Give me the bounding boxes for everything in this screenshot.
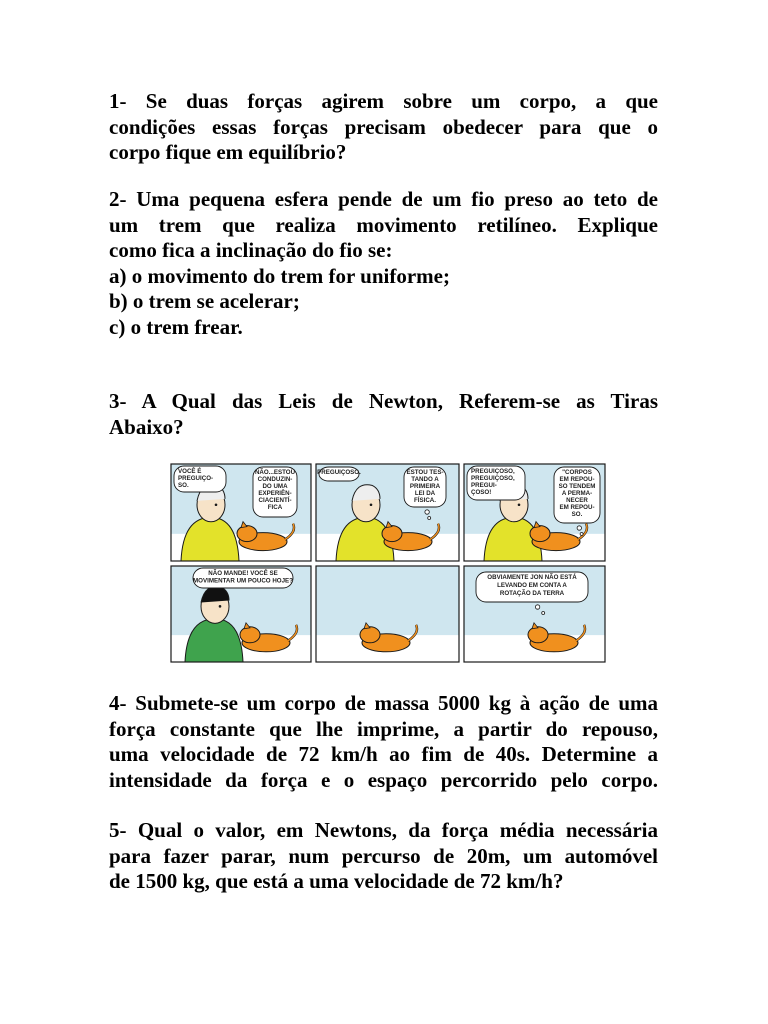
garfield-head [382, 526, 402, 542]
comic-panel [316, 464, 459, 561]
bubble-text-line: "CORPOS [562, 469, 592, 476]
bubble-text-line: ESTOU TES- [406, 469, 444, 476]
question-number: 5- [109, 818, 127, 842]
bubble-text-line: CIACIENTÍ- [258, 497, 292, 504]
bubble-text-line: EM REPOU- [559, 476, 595, 483]
question-3 [109, 389, 658, 440]
jon-eye [219, 605, 222, 608]
question-option-b: b) o trem se acelerar; [109, 289, 300, 313]
bubble-text-line: FÍSICA. [413, 497, 437, 504]
question-line: Submete-se um corpo de massa 5000 kg à ação de uma [135, 691, 659, 715]
garfield-head [240, 627, 260, 643]
garfield-head [528, 627, 548, 643]
question-line: uma velocidade de 72 km/h ao fim de 40s. Determine a [109, 742, 658, 766]
garfield-head [237, 526, 257, 542]
bubble-text-line: SO. [571, 511, 583, 518]
bubble-text-line: ÇOSO! [471, 489, 492, 496]
bubble-text-line: LEVANDO EM CONTA A [497, 582, 567, 589]
question-line: Abaixo? [109, 414, 184, 439]
question-number: 3- [109, 389, 127, 413]
bubble-text-line: VOCÊ É [178, 468, 202, 475]
question-line: para fazer parar, num percurso de 20m, um automóvel [109, 843, 658, 868]
question-option-c: c) o trem frear. [109, 314, 243, 339]
question-option-a: a) o movimento do trem for uniforme; [109, 263, 450, 288]
bubble-text-line: TANDO A [411, 476, 439, 483]
question-line: condições essas forças precisam obedecer para que o [109, 114, 658, 139]
comic-strip-image [168, 462, 607, 665]
bubble-text-line: PREGUI- [471, 482, 497, 489]
bubble-text-line: SO. [178, 482, 189, 489]
question-line: Se duas forças agirem sobre um corpo, a que [145, 89, 658, 113]
question-line: Qual o valor, em Newtons, da força média necessária [137, 818, 659, 842]
question-line: de 1500 kg, que está a uma velocidade de 72 km/h? [109, 869, 564, 893]
garfield-head [360, 627, 380, 643]
question-5 [109, 818, 658, 895]
thought-dot [425, 510, 429, 514]
bubble-text-line: SO TENDEM [558, 483, 596, 490]
bubble-text-line: DO UMA [262, 483, 288, 490]
jon-eye [370, 503, 373, 506]
comic-panel [464, 566, 605, 662]
bubble-text-line: EXPERIÊN- [258, 490, 292, 497]
comic-panel [171, 566, 311, 662]
bubble-text-line: NÃO MANDE! VOCÊ SE [208, 570, 278, 577]
comic-panel [464, 464, 605, 561]
bubble-text-line: PREGUIÇOSO, [471, 468, 515, 475]
question-4 [109, 691, 658, 793]
comic-panel [316, 566, 459, 662]
question-line: intensidade da força e o espaço percorrido pelo corpo. [109, 767, 658, 792]
question-line: corpo fique em equilíbrio? [109, 140, 347, 164]
bubble-text-line: ROTAÇÃO DA TERRA [499, 590, 565, 597]
question-number: 1- [109, 89, 127, 113]
bubble-text-line: NÃO...ESTOU [254, 469, 296, 476]
thought-dot [535, 605, 539, 609]
bubble-text-line: EM REPOU- [559, 504, 595, 511]
jon-eye [215, 503, 218, 506]
question-line: A Qual das Leis de Newton, Referem-se as Tiras [141, 389, 659, 413]
question-1 [109, 89, 658, 166]
garfield-comic-strip [168, 462, 607, 665]
question-line: um trem que realiza movimento retilíneo. Explique [109, 212, 658, 237]
bubble-text-line: FICA [267, 504, 283, 511]
question-number: 2- [109, 187, 127, 211]
question-line: como fica a inclinação do fio se: [109, 238, 393, 262]
garfield-head [530, 526, 550, 542]
thought-dot [577, 526, 581, 530]
bubble-text-line: NECER [566, 497, 588, 504]
bubble-text-line: MOVIMENTAR UM POUCO HOJE? [193, 577, 293, 585]
bubble-text-line: CONDUZIN- [257, 476, 293, 483]
question-number: 4- [109, 691, 127, 715]
bubble-text-line: PREGUIÇOSO, [471, 475, 515, 482]
thought-dot [428, 517, 431, 520]
question-2 [109, 187, 658, 340]
jon-eye [518, 503, 521, 506]
bubble-text-line: A PERMA- [561, 490, 593, 497]
thought-dot [542, 612, 545, 615]
thought-dot [580, 533, 583, 536]
bubble-text-line: PREGUIÇOSO. [317, 469, 361, 476]
comic-panel [171, 464, 311, 561]
bubble-text-line: PREGUIÇO- [178, 475, 214, 482]
question-line: força constante que lhe imprime, a partir do repouso, [109, 716, 658, 741]
question-line: Uma pequena esfera pende de um fio preso ao teto de [136, 187, 658, 211]
bubble-text-line: LEI DA [414, 490, 436, 497]
bubble-text-line: PRIMEIRA [409, 483, 441, 490]
bubble-text-line: OBVIAMENTE JON NÃO ESTÁ [487, 574, 577, 581]
